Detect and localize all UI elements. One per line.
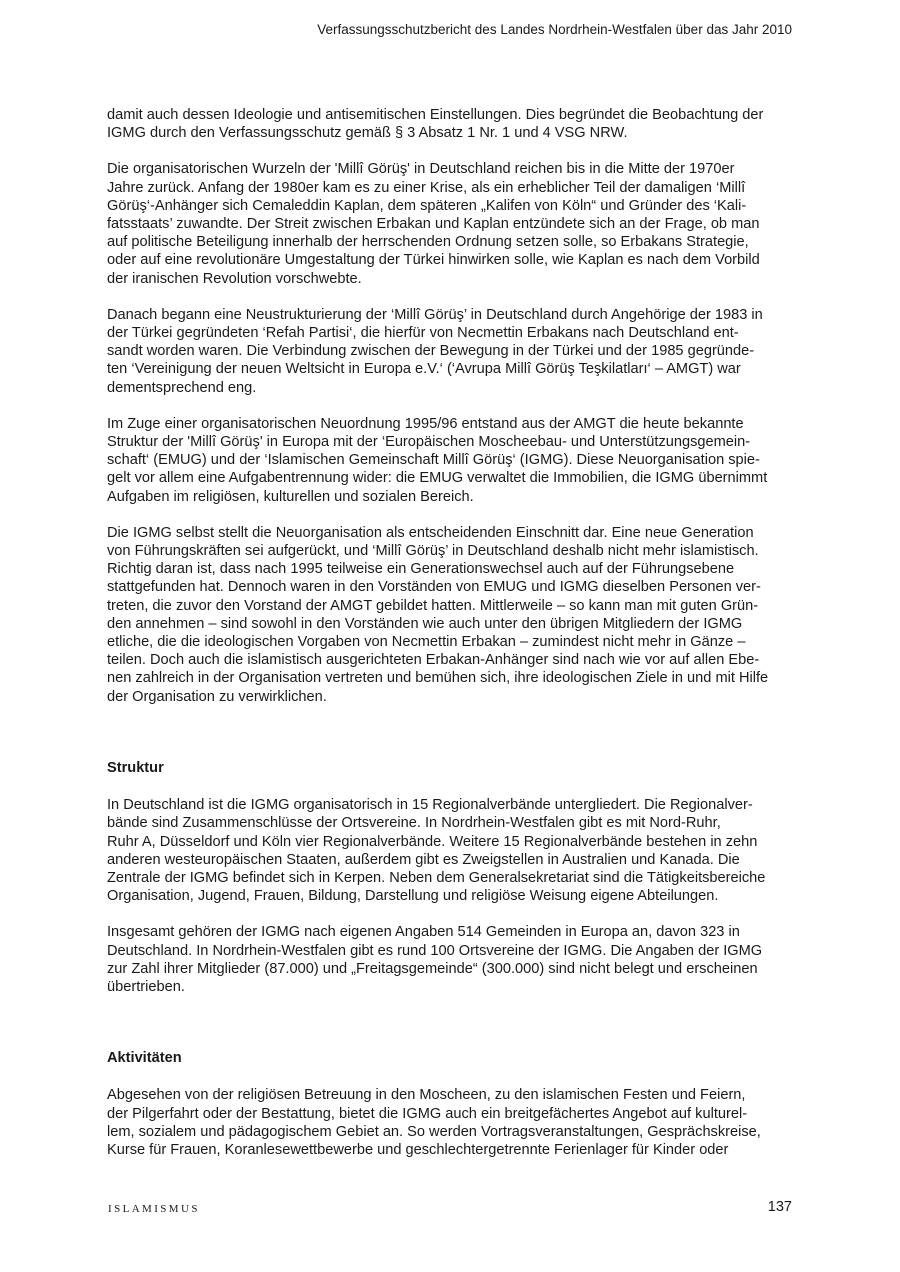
- text-line: bände sind Zusammenschlüsse der Ortsvereine. In Nordrhein-Westfalen gibt es mit Nord-Ruhr,: [107, 815, 721, 832]
- text-line: Richtig daran ist, dass nach 1995 teilweise ein Generationswechsel auch auf der Führungsebene: [107, 561, 735, 578]
- paragraph: [107, 524, 793, 706]
- text-line: Aufgaben im religiösen, kulturellen und sozialen Bereich.: [107, 488, 474, 505]
- text-line: teilen. Doch auch die islamistisch ausgerichteten Erbakan-Anhänger sind nach wie vor auf allen Ebe-: [107, 652, 760, 669]
- text-line: treten, die zuvor den Vorstand der AMGT gebildet hatten. Mittlerweile – so kann man mit guten Grün-: [107, 597, 759, 614]
- text-line: der Pilgerfahrt oder der Bestattung, bietet die IGMG auch ein breitgefächertes Angebot auf kulturel-: [107, 1105, 748, 1122]
- paragraph: [107, 415, 793, 506]
- text-line: IGMG durch den Verfassungsschutz gemäß § 3 Absatz 1 Nr. 1 und 4 VSG NRW.: [107, 125, 628, 142]
- text-line: auf politische Beteiligung innerhalb der herrschenden Ordnung setzen solle, so Erbakans Strategie,: [107, 234, 749, 251]
- text-line: stattgefunden hat. Dennoch waren in den Vorständen von EMUG und IGMG dieselben Personen ver-: [107, 579, 761, 596]
- text-line: Kurse für Frauen, Koranlesewettbewerbe und geschlechtergetrennte Ferienlager für Kinder oder: [107, 1141, 729, 1158]
- text-line: damit auch dessen Ideologie und antisemitischen Einstellungen. Dies begründet die Beobachtung der: [107, 107, 764, 123]
- paragraph: [107, 106, 793, 142]
- text-line: Danach begann eine Neustrukturierung der ‘Millî Görüş’ in Deutschland durch Angehörige der 1983 in: [107, 306, 763, 323]
- text-line: oder auf eine revolutionäre Umgestaltung der Türkei hinwirken solle, wie Kaplan es nach dem Vorbild: [107, 252, 760, 269]
- text-line: sandt worden waren. Die Verbindung zwischen der Bewegung in der Türkei und der 1985 gegründe-: [107, 343, 755, 360]
- text-line: Ruhr A, Düsseldorf und Köln vier Regionalverbände. Weitere 15 Regionalverbände bestehen in zehn: [107, 833, 758, 850]
- paragraph: [107, 306, 793, 397]
- paragraph: [107, 923, 793, 996]
- footer-section-label: ISLAMISMUS: [108, 1203, 200, 1215]
- page-number: 137: [767, 1199, 792, 1215]
- section-heading-aktivitaeten: Aktivitäten: [107, 1050, 182, 1067]
- text-line: In Deutschland ist die IGMG organisatorisch in 15 Regionalverbände untergliedert. Die Regionalver-: [107, 797, 753, 814]
- running-header: Verfassungsschutzbericht des Landes Nordrhein-Westfalen über das Jahr 2010: [317, 22, 792, 37]
- paragraph: [107, 1086, 793, 1159]
- text-line: lem, sozialem und pädagogischem Gebiet an. So werden Vortragsveranstaltungen, Gesprächskreise,: [107, 1123, 761, 1140]
- text-line: Insgesamt gehören der IGMG nach eigenen Angaben 514 Gemeinden in Europa an, davon 323 in: [107, 924, 740, 941]
- text-line: Im Zuge einer organisatorischen Neuordnung 1995/96 entstand aus der AMGT die heute bekannte: [107, 415, 744, 432]
- text-line: übertrieben.: [107, 978, 185, 995]
- text-line: der Organisation zu verwirklichen.: [107, 688, 327, 705]
- paragraph: [107, 160, 793, 287]
- text-line: Zentrale der IGMG befindet sich in Kerpen. Neben dem Generalsekretariat sind die Tätigkeitsbereiche: [107, 869, 766, 886]
- text-line: Abgesehen von der religiösen Betreuung in den Moscheen, zu den islamischen Festen und Feiern,: [107, 1087, 746, 1104]
- text-line: zur Zahl ihrer Mitglieder (87.000) und „Freitagsgemeinde“ (300.000) sind nicht belegt und erscheinen: [107, 960, 758, 977]
- text-line: Organisation, Jugend, Frauen, Bildung, Darstellung und religiöse Weisung eigene Abteilungen.: [107, 888, 719, 905]
- text-line: fatsstaats’ zuwandte. Der Streit zwischen Erbakan und Kaplan entzündete sich an der Frage, ob man: [107, 216, 760, 233]
- text-line: Görüş‘-Anhänger sich Cemaleddin Kaplan, dem späteren „Kalifen von Köln“ und Gründer des ‘Kali-: [107, 197, 747, 214]
- text-line: ten ‘Vereinigung der neuen Weltsicht in Europa e.V.‘ (‘Avrupa Millî Görüş Teşkilatları‘ – AMGT) war: [107, 361, 741, 378]
- text-line: Jahre zurück. Anfang der 1980er kam es zu einer Krise, als ein erheblicher Teil der damaligen ‘Millî: [107, 179, 746, 196]
- text-line: Die organisatorischen Wurzeln der 'Millî Görüş' in Deutschland reichen bis in die Mitte der 1970er: [107, 161, 735, 178]
- text-line: nen zahlreich in der Organisation vertreten und bemühen sich, ihre ideologischen Ziele in und mit Hilfe: [107, 670, 769, 687]
- text-line: gelt vor allem eine Aufgabentrennung wider: die EMUG verwaltet die Immobilien, die IGMG übernimmt: [107, 470, 768, 487]
- text-line: schaft‘ (EMUG) und der ‘Islamischen Gemeinschaft Millî Görüş‘ (IGMG). Diese Neuorganisation spie-: [107, 452, 760, 469]
- text-line: der Türkei gegründeten ‘Refah Partisi‘, die hierfür von Necmettin Erbakans nach Deutschland ent-: [107, 325, 739, 342]
- text-line: Struktur der 'Millî Görüş' in Europa mit der ‘Europäischen Moscheebau- und Unterstützungsgemein-: [107, 434, 751, 451]
- text-line: den annehmen – sind sowohl in den Vorständen wie auch unter den übrigen Mitgliedern der IGMG: [107, 615, 743, 632]
- text-line: Die IGMG selbst stellt die Neuorganisation als entscheidenden Einschnitt dar. Eine neue Generation: [107, 524, 754, 541]
- paragraph: [107, 796, 793, 905]
- page-body: [107, 106, 793, 1159]
- section-heading-struktur: Struktur: [107, 759, 164, 776]
- text-line: der iranischen Revolution vorschwebte.: [107, 270, 362, 287]
- text-line: anderen westeuropäischen Staaten, außerdem gibt es Zweigstellen in Australien und Kanada. Die: [107, 851, 740, 868]
- text-line: etliche, die die ideologischen Vorgaben von Necmettin Erbakan – zumindest nicht mehr in Gänze –: [107, 634, 746, 651]
- text-line: von Führungskräften sei aufgerückt, und ‘Millî Görüş’ in Deutschland deshalb nicht mehr islamistisch.: [107, 543, 759, 560]
- text-line: Deutschland. In Nordrhein-Westfalen gibt es rund 100 Ortsvereine der IGMG. Die Angaben der IGMG: [107, 942, 763, 959]
- text-line: dementsprechend eng.: [107, 379, 257, 396]
